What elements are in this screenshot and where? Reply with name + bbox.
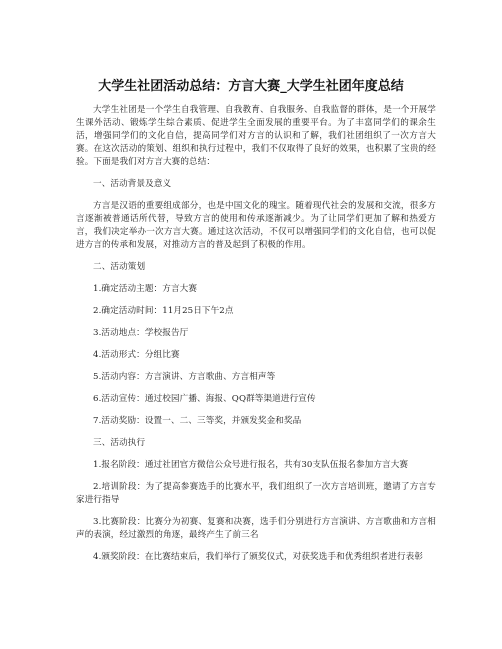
intro-paragraph: 大学生社团是一个学生自我管理、自我教育、自我服务、自我监督的群体，是一个开展学生课外活动、锻炼学生综合素质、促进学生全面发展的重要平台。为了丰富同学们的课余生活，增强同学们的文化自信，提高同学们对方言的认识和了解，我们社团组织了一次方言大赛。在这次活动的策划、组织和执行过程中，我们不仅取得了良好的效果，也积累了宝贵的经验。下面是我们对方言大赛的总结： <box>76 105 436 167</box>
planning-item-format: 4.活动形式：分组比赛 <box>93 350 180 360</box>
planning-item-promotion: 6.活动宣传：通过校园广播、海报、QQ群等渠道进行宣传 <box>93 394 316 404</box>
planning-item-theme: 1.确定活动主题：方言大赛 <box>93 284 198 294</box>
execution-item-ceremony: 4.颁奖阶段：在比赛结束后，我们举行了颁奖仪式，对获奖选手和优秀组织者进行表彰 <box>93 552 424 562</box>
execution-item-training: 2.培训阶段：为了提高参赛选手的比赛水平，我们组织了一次方言培训班，邀请了方言专家进行指导 <box>76 482 436 505</box>
planning-item-time: 2.确定活动时间：11月25日下午2点 <box>93 306 234 316</box>
planning-item-awards: 7.活动奖励：设置一、二、三等奖，并颁发奖金和奖品 <box>93 416 302 426</box>
section-heading-planning: 二、活动策划 <box>93 262 146 272</box>
document-body <box>76 104 436 573</box>
background-paragraph: 方言是汉语的重要组成部分，也是中国文化的瑰宝。随着现代社会的发展和交流，很多方言逐渐被普通话所代替，导致方言的使用和传承逐渐减少。为了让同学们更加了解和热爱方言，我们决定举办一次方言大赛。通过这次活动，不仅可以增强同学们的文化自信，也可以促进方言的传承和发展，对推动方言的普及起到了积极的作用。 <box>76 201 436 250</box>
execution-item-competition: 3.比赛阶段：比赛分为初赛、复赛和决赛，选手们分别进行方言演讲、方言歌曲和方言相声的表演，经过激烈的角逐，最终产生了前三名 <box>76 517 436 540</box>
planning-item-content: 5.活动内容：方言演讲、方言歌曲、方言相声等 <box>93 372 276 382</box>
section-heading-execution: 三、活动执行 <box>93 438 146 448</box>
section-heading-background: 一、活动背景及意义 <box>93 179 172 189</box>
planning-item-location: 3.活动地点：学校报告厅 <box>93 328 189 338</box>
document-title: 大学生社团活动总结：方言大赛_大学生社团年度总结 <box>98 79 404 94</box>
execution-item-registration: 1.报名阶段：通过社团官方微信公众号进行报名，共有30支队伍报名参加方言大赛 <box>93 460 409 470</box>
